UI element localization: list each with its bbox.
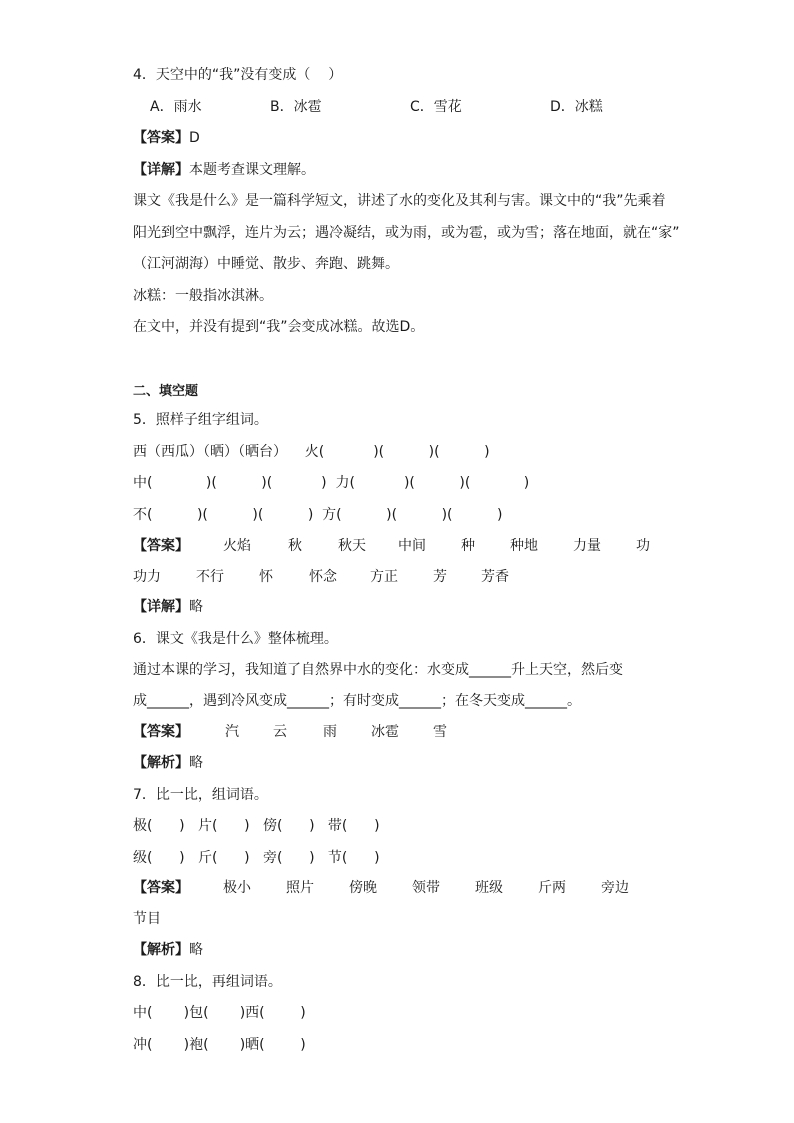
answer-item: 旁边 [601,880,629,896]
q4-detail [133,161,315,179]
answer-item: 斤两 [538,880,566,896]
q7-answer-line-1 [133,879,693,897]
answer-item: 怀 [259,569,273,585]
answer-item: 极小 [223,880,251,896]
q7-analysis [133,941,203,959]
q4-para-5: 在文中，并没有提到“我”会变成冰糕。故选D。 [133,319,425,335]
detail-tag: 【详解】 [133,162,189,178]
q4-stem: 4．天空中的“我”没有变成（ ） [133,67,343,83]
answer-item: 秋天 [338,538,366,554]
q4-para-1: 课文《我是什么》是一篇科学短文，讲述了水的变化及其利与害。课文中的“我”先乘着 [133,193,666,209]
q6-line-2: 成______，遇到冷风变成______；有时变成______；在冬天变成______。 [133,693,581,709]
analysis-tag: 【解析】 [133,942,189,958]
q4-option-a: A．雨水 [150,99,202,115]
answer-item: 芳香 [481,569,509,585]
q5-row-3: 不( )( )( ) 方( )( )( ) [133,507,503,523]
answer-item: 冰雹 [371,724,399,740]
answer-item: 怀念 [309,569,337,585]
q4-para-3: （江河湖海）中睡觉、散步、奔跑、跳舞。 [133,256,399,272]
q7-answer-line-2: 节目 [133,911,161,927]
answer-tag: 【答案】 [133,538,189,554]
q7-row-1: 极( ) 片( ) 傍( ) 带( ) [133,818,380,834]
q4-answer [133,129,200,147]
q4-para-2: 阳光到空中飘浮，连片为云；遇冷凝结，或为雨，或为雹，或为雪；落在地面，就在“家” [133,225,680,241]
q6-answer [133,723,533,741]
q4-option-d: D．冰糕 [550,99,603,115]
q5-row-1: 西（西瓜）（晒）（晒台） 火( )( )( ) [133,444,490,460]
q8-row-1: 中( )包( )西( ) [133,1005,306,1021]
answer-item: 汽 [225,724,239,740]
answer-item: 雨 [323,724,337,740]
q6-stem: 6．课文《我是什么》整体梳理。 [133,631,338,647]
answer-item: 力量 [573,538,601,554]
answer-tag: 【答案】 [133,130,189,146]
answer-item: 班级 [475,880,503,896]
q7-stem: 7．比一比，组词语。 [133,787,268,803]
analysis-text: 略 [189,755,203,771]
q4-option-b: B．冰雹 [270,99,322,115]
q5-answer-line-2 [133,568,693,586]
q6-analysis [133,754,203,772]
q5-detail [133,598,203,616]
section-title: 二、填空题 [133,384,199,399]
analysis-text: 略 [189,942,203,958]
answer-item: 种 [461,538,475,554]
answer-item: 火焰 [223,538,251,554]
q5-stem: 5．照样子组字组词。 [133,412,268,428]
answer-item: 功力 [133,569,161,585]
q8-row-2: 冲( )袍( )晒( ) [133,1037,306,1053]
detail-tag: 【详解】 [133,599,189,615]
answer-item: 中间 [398,538,426,554]
answer-item: 不行 [196,569,224,585]
q6-line-1: 通过本课的学习，我知道了自然界中水的变化：水变成______升上天空，然后变 [133,662,623,678]
answer-item: 芳 [433,569,447,585]
q7-row-2: 级( ) 斤( ) 旁( ) 节( ) [133,850,380,866]
answer-item: 方正 [370,569,398,585]
answer-item: 雪 [433,724,447,740]
q8-stem: 8．比一比，再组词语。 [133,974,282,990]
answer-item: 功 [636,538,650,554]
detail-text: 略 [189,599,203,615]
answer-item: 秋 [288,538,302,554]
analysis-tag: 【解析】 [133,755,189,771]
answer-tag: 【答案】 [133,724,189,740]
answer-value: D [189,130,200,146]
answer-item: 领带 [412,880,440,896]
q5-answer-line-1 [133,537,693,555]
q4-option-c: C．雪花 [410,99,462,115]
answer-item: 种地 [510,538,538,554]
q4-para-4: 冰糕：一般指冰淇淋。 [133,288,273,304]
answer-item: 照片 [286,880,314,896]
answer-item: 云 [273,724,287,740]
answer-tag: 【答案】 [133,880,189,896]
answer-item: 傍晚 [349,880,377,896]
detail-text: 本题考查课文理解。 [189,162,315,178]
q5-row-2: 中( )( )( ) 力( )( )( ) [133,475,530,491]
